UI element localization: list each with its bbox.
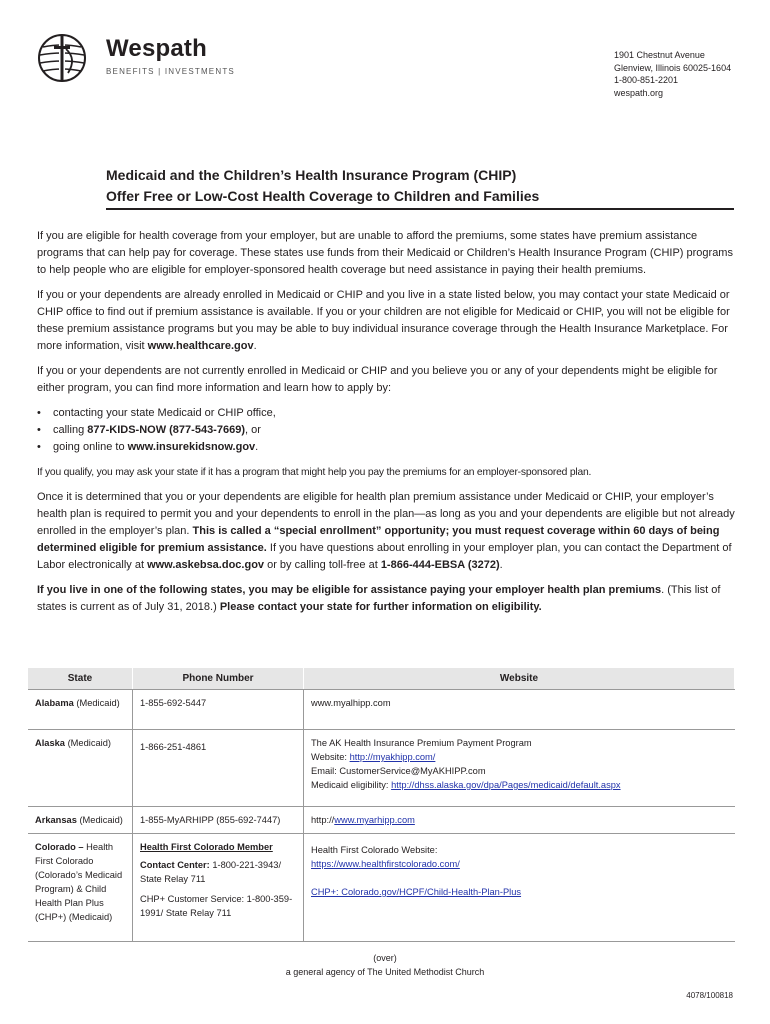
table-header-row	[28, 668, 735, 690]
alaska-website-label: Website:	[311, 752, 350, 762]
header-state: State	[28, 668, 133, 690]
paragraph-5-end: .	[499, 559, 503, 571]
paragraph-1: If you are eligible for health coverage from your employer, but are unable to afford the premiums, some states have premium assistance programs that can help pay for coverage. These states use funds from their Medicaid or Children’s Health Insurance Program (CHIP) programs to help people who are eligible for employer-sponsored health coverage but need assistance in paying their health premiums.	[37, 230, 733, 276]
paragraph-5-text-3: or by calling toll-free at	[264, 559, 381, 571]
state-program: (Medicaid)	[76, 815, 123, 825]
alaska-program-name: The AK Health Insurance Premium Payment Program	[311, 738, 532, 748]
website-cell	[304, 807, 735, 834]
state-cell	[28, 807, 133, 834]
state-cell	[28, 690, 133, 730]
logo-tagline: BENEFITS | INVESTMENTS	[106, 67, 235, 76]
kids-now-phone: 877-KIDS-NOW (877-543-7669)	[87, 424, 245, 436]
state-program: (Medicaid)	[64, 738, 111, 748]
colorado-chp-service: CHP+ Customer Service: 1-800-359-1991/ State Relay 711	[140, 894, 293, 918]
paragraph-5-text: Once it is determined that you or your dependents are eligible for health plan premium assistance under Medicaid or CHIP, your employer’s health plan is required to permit you and your dependents to enroll in the plan—as long as you and your dependents are eligible but not already enrolled in the employer’s plan.	[37, 491, 735, 537]
document-title	[106, 165, 539, 207]
states-table	[28, 668, 735, 942]
bullet-online-pre: going online to	[53, 441, 128, 453]
colorado-contact-label: Contact Center:	[140, 860, 210, 870]
state-cell	[28, 730, 133, 807]
bullet-online-post: .	[255, 441, 259, 453]
footer-agency: a general agency of The United Methodist Church	[285, 967, 485, 977]
website-cell	[304, 730, 735, 807]
arkansas-website-link[interactable]: www.myarhipp.com	[334, 815, 415, 825]
state-name: Alaska	[35, 738, 65, 748]
bullet-contact-office: • contacting your state Medicaid or CHIP office,	[37, 405, 737, 422]
alaska-eligibility-link[interactable]: http://dhss.alaska.gov/dpa/Pages/medicaid/default.aspx	[391, 780, 621, 790]
logo-tag-left: BENEFITS	[106, 67, 155, 76]
body-text	[37, 228, 737, 624]
alaska-email-line: Email: CustomerService@MyAKHIPP.com	[311, 766, 486, 776]
state-program: (Medicaid)	[73, 698, 120, 708]
bullet-calling-post: , or	[244, 424, 261, 436]
title-line-2: Offer Free or Low-Cost Health Coverage to Children and Families	[106, 188, 540, 204]
phone-cell: 1-855-MyARHIPP (855-692-7447)	[133, 807, 304, 834]
state-program: Health First Colorado (Colorado’s Medicaid Program) & Child Health Plan Plus (CHP+) (Medicaid)	[35, 842, 123, 922]
contact-state-notice: Please contact your state for further information on eligibility.	[219, 601, 542, 613]
colorado-website-link[interactable]: https://www.healthfirstcolorado.com/	[311, 859, 460, 869]
table-row-alabama	[28, 690, 735, 730]
logo-tag-right: INVESTMENTS	[164, 67, 235, 76]
paragraph-6	[37, 582, 737, 616]
arkansas-web-prefix: http://	[311, 815, 335, 825]
paragraph-3: If you or your dependents are not currently enrolled in Medicaid or CHIP and you believe you or any of your dependents might be eligible for either program, you can find more information and learn how to apply by:	[37, 365, 718, 394]
address-phone: 1-800-851-2201	[614, 75, 679, 85]
paragraph-5-text-2: If you have questions about enrolling in your employer plan, you can contact the Department of Labor electronically at	[37, 542, 732, 571]
phone-number: 1-866-251-4861	[140, 742, 207, 752]
paragraph-5	[37, 489, 737, 574]
states-eligibility-intro: If you live in one of the following states, you may be eligible for assistance paying your employer health plan premiums	[37, 584, 662, 596]
title-line-1: Medicaid and the Children’s Health Insurance Program (CHIP)	[106, 167, 517, 183]
state-name: Arkansas	[35, 815, 77, 825]
paragraph-2-end: .	[253, 340, 257, 352]
paragraph-2	[37, 287, 737, 355]
state-cell	[28, 834, 133, 942]
colorado-website-label: Health First Colorado Website:	[311, 845, 438, 855]
paragraph-4: If you qualify, you may ask your state if it has a program that might help you pay the premiums for an employer-sponsored plan.	[37, 467, 592, 478]
ebsa-phone: 1-866-444-EBSA (3272)	[380, 559, 500, 571]
title-rule	[106, 208, 734, 210]
bullet-online	[37, 439, 737, 456]
wespath-logo	[37, 33, 235, 83]
phone-cell	[133, 834, 304, 942]
alaska-website-line	[311, 750, 729, 764]
colorado-chp-link[interactable]: CHP+: Colorado.gov/HCPF/Child-Health-Plan-Plus	[311, 887, 522, 897]
wespath-globe-cross-icon	[37, 33, 95, 83]
table-row-alaska	[28, 730, 735, 807]
insurekidsnow-link[interactable]: www.insurekidsnow.gov	[127, 441, 256, 453]
address-block	[614, 49, 731, 99]
table-row-arkansas	[28, 807, 735, 834]
colorado-contact-number: 1-800-221-3943/ State Relay 711	[140, 860, 282, 884]
website-cell: www.myalhipp.com	[304, 690, 735, 730]
bullet-calling-pre: calling	[53, 424, 88, 436]
header-website: Website	[304, 668, 735, 690]
form-code: 4078/100818	[686, 991, 733, 1000]
alaska-eligibility-line	[311, 778, 729, 792]
table-row-colorado	[28, 834, 735, 942]
footer-over: (over)	[373, 953, 397, 963]
healthcare-gov-link[interactable]: www.healthcare.gov	[147, 340, 254, 352]
colorado-member-title: Health First Colorado Member	[140, 842, 273, 852]
paragraph-6-text: . (This list of states is current as of July 31, 2018.)	[37, 584, 721, 613]
state-name: Colorado –	[35, 842, 87, 852]
phone-cell: 1-855-692-5447	[133, 690, 304, 730]
header-phone: Phone Number	[133, 668, 304, 690]
address-street: 1901 Chestnut Avenue	[614, 50, 705, 60]
address-website: wespath.org	[614, 87, 664, 98]
special-enrollment-notice: This is called a “special enrollment” opportunity; you must request coverage within 60 days of being determined eligible for premium assistance.	[37, 525, 720, 554]
address-city: Glenview, Illinois 60025-1604	[614, 62, 732, 73]
state-name: Alabama	[35, 698, 74, 708]
logo-wordmark: Wespath	[106, 35, 207, 62]
phone-cell	[133, 730, 304, 807]
apply-options-list	[37, 405, 737, 456]
website-cell	[304, 834, 735, 942]
paragraph-2-text: If you or your dependents are already enrolled in Medicaid or CHIP and you live in a state listed below, you may contact your state Medicaid or CHIP office to find out if premium assistance is available. If you or your children are not eligible for Medicaid or CHIP, you will not be eligible for these premium assistance programs but you may be able to buy individual insurance coverage through the Health Insurance Marketplace. For more information, visit	[37, 289, 730, 352]
bullet-calling	[37, 422, 737, 439]
askebsa-link[interactable]: www.askebsa.doc.gov	[147, 559, 265, 571]
alaska-website-link[interactable]: http://myakhipp.com/	[349, 752, 436, 762]
alaska-eligibility-label: Medicaid eligibility:	[311, 780, 392, 790]
colorado-contact-center	[140, 858, 297, 886]
